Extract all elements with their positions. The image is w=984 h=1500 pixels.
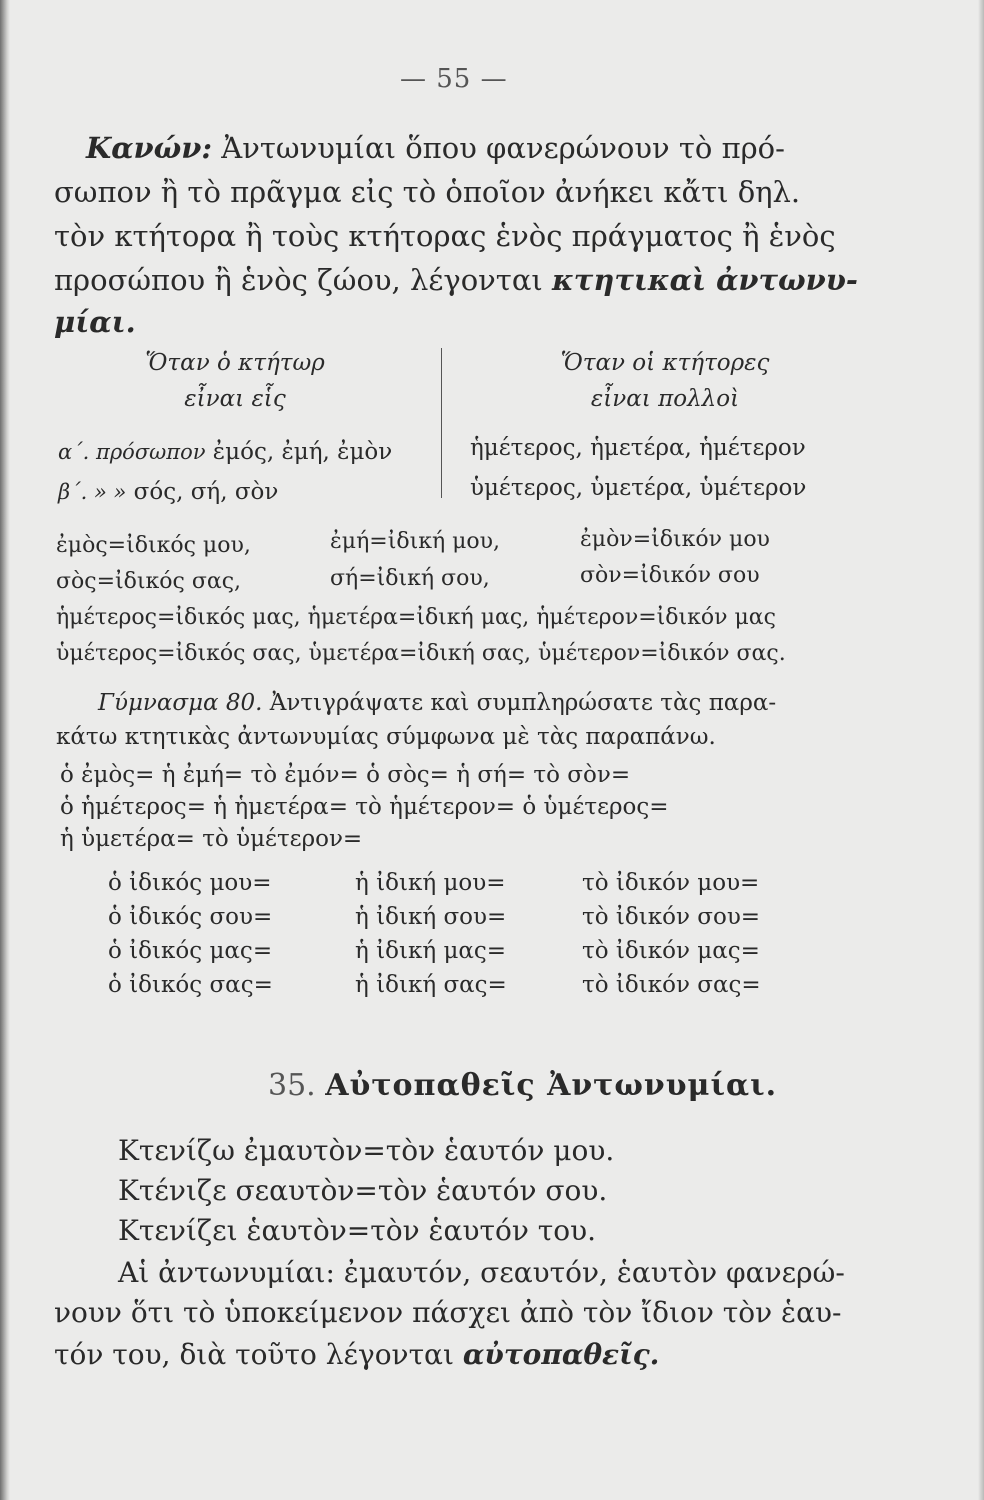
rule-line-5: μίαι. (54, 305, 136, 339)
grid-cell: τὸ ἰδικόν σου= (582, 904, 761, 930)
exercise-label: Γύμνασμα 80. (98, 690, 263, 716)
left-column-heading (110, 345, 360, 417)
section-title: Αὐτοπαθεῖς Ἀντωνυμίαι. (325, 1068, 778, 1103)
rule-line-3: τὸν κτήτορα ἢ τοὺς κτήτορας ἑνὸς πράγματος ἢ ἑνὸς (54, 219, 836, 253)
grid-cell: ὁ ἰδικός σας= (108, 972, 273, 998)
equivalent-7: ἡμέτερος=ἰδικός μας, ἡμετέρα=ἰδική μας, ἡμέτερον=ἰδικόν μας (56, 605, 776, 630)
grid-cell: ὁ ἰδικός μας= (108, 938, 273, 964)
row-a-right: ἡμέτερος, ἡμετέρα, ἡμέτερον (470, 435, 806, 461)
grid-cell: ἡ ἰδική σου= (355, 904, 507, 930)
rule-line-2: σωπον ἢ τὸ πρᾶγμα εἰς τὸ ὁποῖον ἀνήκει κἄτι δηλ. (54, 175, 801, 209)
exercise-text-1: Ἀντιγράψατε καὶ συμπληρώσατε τὰς παρα- (262, 690, 777, 716)
row-a-person: α΄. πρόσωπον (58, 440, 206, 464)
reflexive-line-3: Κτενίζει ἑαυτὸν=τὸν ἑαυτόν του. (118, 1214, 597, 1247)
rule-term: κτητικαὶ ἀντωνυ- (552, 263, 858, 297)
exercise-line-5: ἡ ὑμετέρα= τὸ ὑμέτερον= (60, 826, 363, 852)
section-number: 35. (268, 1068, 316, 1103)
page-right-shadow (978, 0, 984, 1500)
equivalent-5: σή=ἰδική σου, (330, 566, 490, 591)
exercise-line-4: ὁ ἡμέτερος= ἡ ἡμετέρα= τὸ ἡμέτερον= ὁ ὑμέτερος= (60, 794, 669, 820)
grid-cell: ὁ ἰδικός σου= (108, 904, 273, 930)
reflexive-line-6 (54, 1334, 659, 1376)
right-head-line-1: Ὅταν οἱ κτήτορες (560, 350, 770, 376)
grid-cell: τὸ ἰδικόν μας= (582, 938, 760, 964)
page-number: — 55 — (400, 64, 508, 94)
exercise-line-1 (98, 686, 776, 720)
rule-text-1: Ἀντωνυμίαι ὅπου φανερώνουν τὸ πρό- (212, 131, 785, 165)
equivalent-6: σὸν=ἰδικόν σου (580, 563, 760, 588)
row-b-left (58, 476, 278, 508)
left-head-line-2: εἶναι εἷς (184, 386, 286, 412)
row-b-left-forms: σός, σή, σὸν (126, 479, 279, 505)
grid-cell: ἡ ἰδική μας= (355, 938, 507, 964)
rule-label: Κανών: (86, 131, 213, 165)
exercise-line-2: κάτω κτητικὰς ἀντωνυμίας σύμφωνα μὲ τὰς παραπάνω. (56, 724, 716, 750)
page-left-shadow (0, 0, 10, 1500)
reflexive-line-1: Κτενίζω ἐμαυτὸν=τὸν ἑαυτόν μου. (118, 1134, 615, 1167)
rule-line-4 (54, 258, 858, 302)
grid-cell: ὁ ἰδικός μου= (108, 870, 272, 896)
right-column-heading (530, 345, 800, 417)
rule-text-4: προσώπου ἢ ἑνὸς ζώου, λέγονται (54, 263, 553, 297)
row-b-person: β΄. » » (58, 480, 127, 504)
rule-line-1 (86, 126, 785, 170)
grid-cell: τὸ ἰδικόν σας= (582, 972, 761, 998)
equivalent-3: ἐμὸν=ἰδικόν μου (580, 527, 770, 552)
left-head-line-1: Ὅταν ὁ κτήτωρ (145, 350, 325, 376)
grid-cell: ἡ ἰδική μου= (355, 870, 506, 896)
reflexive-term: αὐτοπαθεῖς. (462, 1338, 660, 1371)
exercise-line-3: ὁ ἐμὸς= ἡ ἐμή= τὸ ἐμόν= ὁ σὸς= ἡ σή= τὸ σὸν= (60, 762, 631, 788)
reflexive-line-4: Αἱ ἀντωνυμίαι: ἐμαυτόν, σεαυτόν, ἑαυτὸν φανερώ- (118, 1256, 845, 1289)
reflexive-text-6: τόν του, διὰ τοῦτο λέγονται (54, 1338, 463, 1371)
equivalent-4: σὸς=ἰδικός σας, (56, 569, 242, 594)
reflexive-line-5: νουν ὅτι τὸ ὑποκείμενον πάσχει ἀπὸ τὸν ἴδιον τὸν ἑαυ- (54, 1296, 842, 1329)
row-a-left-forms: ἐμός, ἐμή, ἐμὸν (205, 439, 393, 465)
grid-cell: τὸ ἰδικόν μου= (582, 870, 760, 896)
section-heading (268, 1068, 777, 1103)
equivalent-8: ὑμέτερος=ἰδικός σας, ὑμετέρα=ἰδική σας, ὑμέτερον=ἰδικόν σας. (56, 641, 786, 666)
grid-cell: ἡ ἰδική σας= (355, 972, 507, 998)
row-a-left (58, 436, 392, 468)
right-head-line-2: εἶναι πολλοὶ (590, 386, 740, 412)
equivalent-2: ἐμή=ἰδική μου, (330, 529, 501, 554)
reflexive-line-2: Κτένιζε σεαυτὸν=τὸν ἑαυτόν σου. (118, 1174, 608, 1207)
equivalent-1: ἐμὸς=ἰδικός μου, (56, 533, 251, 558)
column-divider (441, 348, 442, 498)
row-b-right: ὑμέτερος, ὑμετέρα, ὑμέτερον (470, 475, 807, 501)
